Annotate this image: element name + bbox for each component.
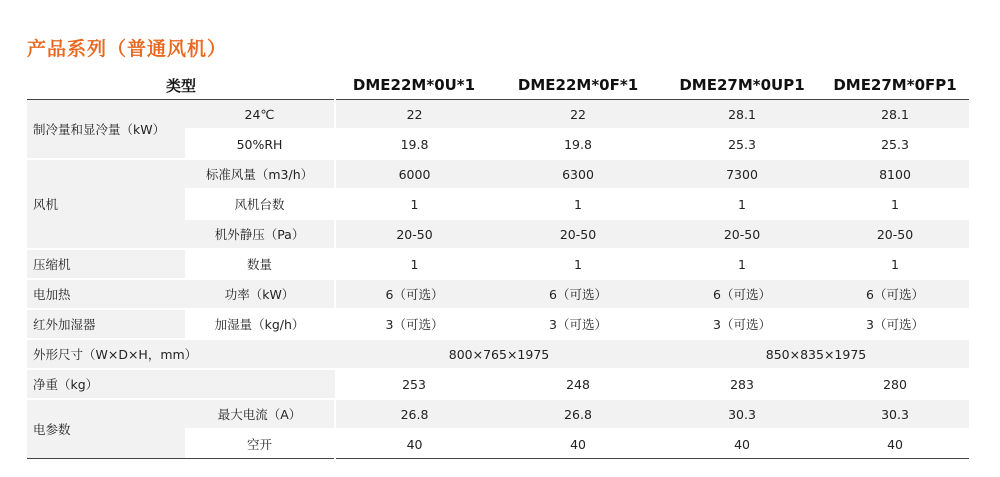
sub-label: 50%RH [185, 129, 335, 159]
table-row [27, 309, 969, 339]
table-cell: 28.1 [821, 100, 969, 130]
sub-label: 功率（kW） [185, 279, 335, 309]
table-cell: 1 [335, 249, 493, 279]
table-row [27, 369, 969, 399]
table-row [27, 100, 969, 130]
table-cell: 7300 [663, 159, 821, 189]
group-label: 电参数 [27, 399, 185, 459]
table-row [27, 339, 969, 369]
table-cell: 28.1 [663, 100, 821, 130]
sub-label: 机外静压（Pa） [185, 219, 335, 249]
group-label: 外形尺寸（W×D×H，mm） [27, 339, 335, 369]
sub-label: 风机台数 [185, 189, 335, 219]
table-cell: 19.8 [493, 129, 663, 159]
table-cell: 283 [663, 369, 821, 399]
table-row [27, 159, 969, 189]
table-cell: 280 [821, 369, 969, 399]
table-row [27, 249, 969, 279]
table-cell: 8100 [821, 159, 969, 189]
table-row [27, 279, 969, 309]
table-cell: 20-50 [493, 219, 663, 249]
table-cell: 40 [663, 429, 821, 459]
table-cell: 40 [821, 429, 969, 459]
table-row [27, 399, 969, 429]
table-cell: 20-50 [335, 219, 493, 249]
table-cell: 40 [493, 429, 663, 459]
group-label: 净重（kg） [27, 369, 335, 399]
model-header: DME27M*0FP1 [821, 71, 969, 100]
model-header: DME27M*0UP1 [663, 71, 821, 100]
table-cell: 6（可选） [663, 279, 821, 309]
table-cell: 25.3 [663, 129, 821, 159]
table-cell: 253 [335, 369, 493, 399]
table-cell: 30.3 [663, 399, 821, 429]
table-cell: 40 [335, 429, 493, 459]
table-cell: 1 [493, 249, 663, 279]
table-cell: 1 [335, 189, 493, 219]
model-header: DME22M*0U*1 [335, 71, 493, 100]
table-cell: 3（可选） [663, 309, 821, 339]
table-cell: 20-50 [821, 219, 969, 249]
sub-label: 24℃ [185, 100, 335, 130]
table-cell: 1 [821, 189, 969, 219]
group-label: 红外加湿器 [27, 309, 185, 339]
table-cell: 6（可选） [821, 279, 969, 309]
table-cell: 3（可选） [335, 309, 493, 339]
table-cell: 6（可选） [493, 279, 663, 309]
table-cell: 19.8 [335, 129, 493, 159]
table-cell: 26.8 [493, 399, 663, 429]
table-cell: 22 [493, 100, 663, 130]
sub-label: 最大电流（A） [185, 399, 335, 429]
table-cell: 26.8 [335, 399, 493, 429]
sub-label: 加湿量（kg/h） [185, 309, 335, 339]
sub-label: 空开 [185, 429, 335, 459]
group-label: 电加热 [27, 279, 185, 309]
table-cell: 1 [663, 249, 821, 279]
sub-label: 标准风量（m3/h） [185, 159, 335, 189]
group-label: 压缩机 [27, 249, 185, 279]
spec-table [27, 71, 969, 459]
table-cell: 800×765×1975 [335, 339, 663, 369]
table-cell: 850×835×1975 [663, 339, 969, 369]
page-title: 产品系列（普通风机） [27, 38, 228, 60]
table-cell: 6000 [335, 159, 493, 189]
table-cell: 1 [663, 189, 821, 219]
table-cell: 6300 [493, 159, 663, 189]
table-cell: 6（可选） [335, 279, 493, 309]
table-cell: 1 [493, 189, 663, 219]
table-cell: 3（可选） [821, 309, 969, 339]
model-header: DME22M*0F*1 [493, 71, 663, 100]
group-label: 制冷量和显冷量（kW） [27, 100, 185, 160]
table-cell: 25.3 [821, 129, 969, 159]
table-cell: 30.3 [821, 399, 969, 429]
type-header: 类型 [27, 71, 335, 100]
table-cell: 20-50 [663, 219, 821, 249]
group-label: 风机 [27, 159, 185, 249]
table-cell: 248 [493, 369, 663, 399]
table-header-row [27, 71, 969, 100]
table-cell: 22 [335, 100, 493, 130]
sub-label: 数量 [185, 249, 335, 279]
table-cell: 3（可选） [493, 309, 663, 339]
table-cell: 1 [821, 249, 969, 279]
